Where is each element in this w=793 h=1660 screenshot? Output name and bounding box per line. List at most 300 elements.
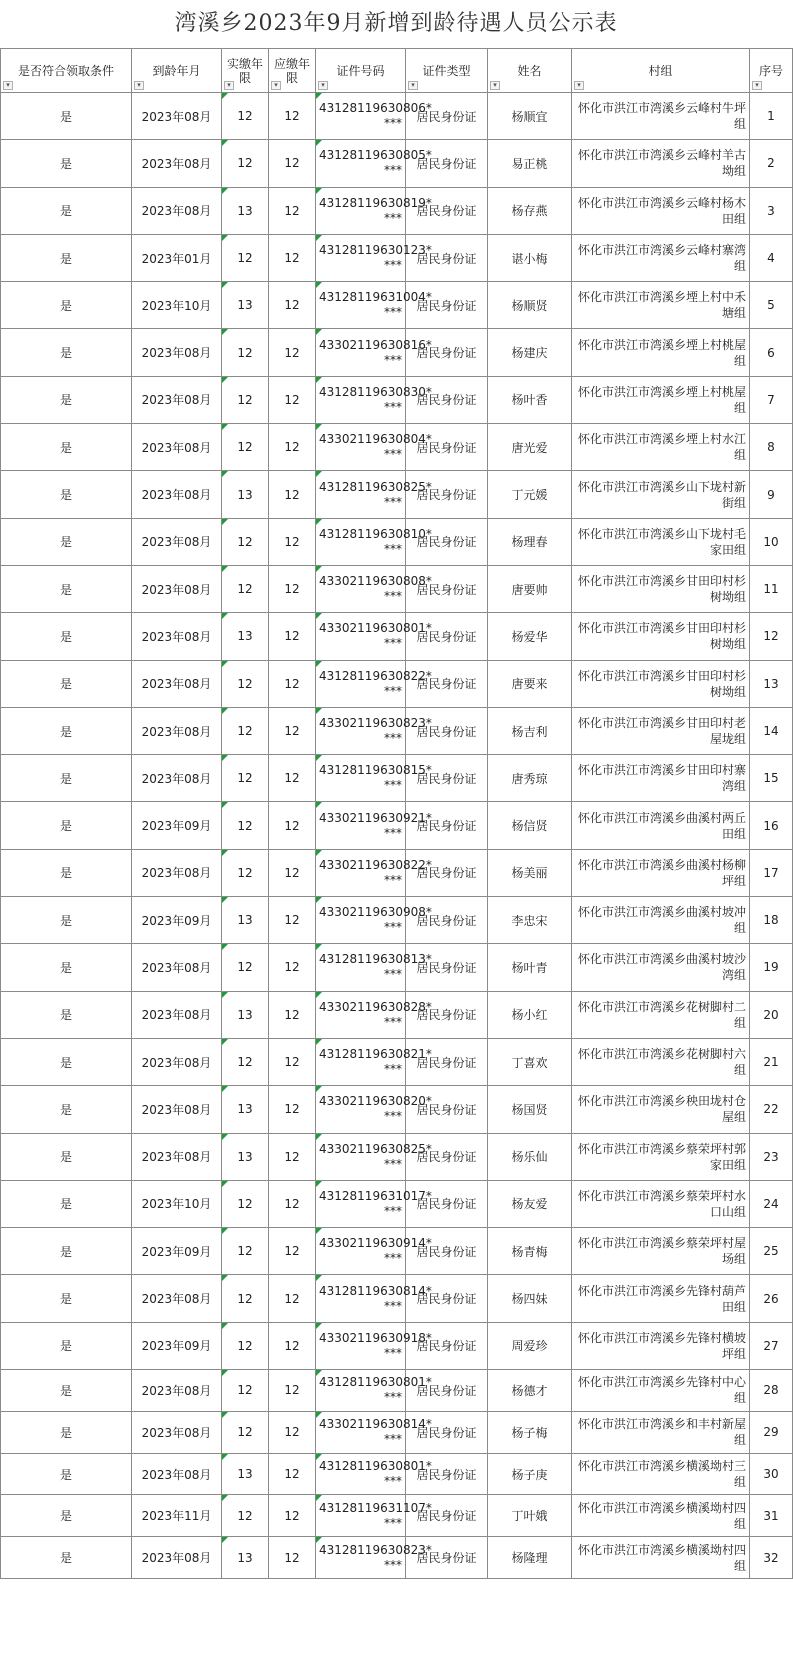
cell-text: 43128119630810* *** <box>319 526 432 556</box>
cell-text: 12 <box>284 1102 300 1117</box>
cell-text: 怀化市洪江市湾溪乡曲溪村杨柳坪组 <box>577 857 746 888</box>
cell-text: 杨子庚 <box>511 1467 548 1482</box>
cell-text: 居民身份证 <box>416 1197 477 1212</box>
eligible-cell <box>1 944 132 991</box>
seq-cell <box>750 1086 793 1133</box>
seq-cell <box>750 802 793 849</box>
cell-text: 是 <box>59 1425 72 1440</box>
table-row <box>1 471 793 518</box>
id-type-cell <box>406 424 488 471</box>
table-row <box>1 1133 793 1180</box>
cell-marker-icon <box>316 992 322 998</box>
seq-cell <box>750 187 793 234</box>
village-group-cell <box>572 424 750 471</box>
cell-marker-icon <box>222 1454 228 1460</box>
cell-text: 是 <box>59 488 72 503</box>
cell-text: 13 <box>237 1467 253 1481</box>
cell-text: 怀化市洪江市湾溪乡云峰村寨湾组 <box>577 243 746 274</box>
filter-dropdown-icon[interactable]: ▾ <box>490 81 500 90</box>
eligible-cell <box>1 1086 132 1133</box>
years-paid-cell <box>222 1411 269 1453</box>
age-month-cell <box>132 755 222 802</box>
cell-text: 2 <box>767 156 775 171</box>
seq-cell <box>750 424 793 471</box>
id-type-cell <box>406 991 488 1038</box>
cell-text: 43128119630823* *** <box>319 1542 432 1572</box>
cell-text: 是 <box>59 629 72 644</box>
cell-marker-icon <box>316 1323 322 1329</box>
cell-text: 是 <box>59 819 72 834</box>
cell-text: 唐光爱 <box>511 440 548 455</box>
cell-text: 18 <box>763 913 779 928</box>
years-paid-cell <box>222 991 269 1038</box>
cell-marker-icon <box>316 471 322 477</box>
cell-text: 怀化市洪江市湾溪乡堙上村中禾塘组 <box>577 290 746 321</box>
cell-text: 43128119630821* *** <box>319 1047 432 1077</box>
filter-dropdown-icon[interactable]: ▾ <box>224 81 234 90</box>
cell-text: 是 <box>59 1008 72 1023</box>
years-due-cell <box>269 140 316 187</box>
years-paid-cell <box>222 565 269 612</box>
age-month-cell <box>132 1275 222 1322</box>
filter-dropdown-icon[interactable]: ▾ <box>574 81 584 90</box>
cell-text: 2023年08月 <box>141 204 212 219</box>
header-label: 姓名 <box>517 63 542 78</box>
cell-text: 12 <box>284 440 300 455</box>
name-cell <box>488 234 572 281</box>
cell-text: 丁喜欢 <box>511 1055 548 1070</box>
cell-marker-icon <box>222 1039 228 1045</box>
cell-text: 居民身份证 <box>416 346 477 361</box>
id-type-cell <box>406 1038 488 1085</box>
cell-text: 2023年08月 <box>141 724 212 739</box>
cell-text: 2023年08月 <box>141 1055 212 1070</box>
cell-text: 怀化市洪江市湾溪乡花树脚村二组 <box>577 999 746 1030</box>
cell-marker-icon <box>222 1495 228 1501</box>
cell-marker-icon <box>316 661 322 667</box>
age-month-cell <box>132 991 222 1038</box>
cell-text: 12 <box>284 345 300 360</box>
filter-dropdown-icon[interactable]: ▾ <box>752 81 762 90</box>
name-cell <box>488 755 572 802</box>
cell-text: 12 <box>237 156 253 171</box>
header-label: 应缴年限 <box>273 56 310 85</box>
seq-cell <box>750 518 793 565</box>
eligible-cell <box>1 471 132 518</box>
cell-text: 是 <box>59 204 72 219</box>
cell-text: 怀化市洪江市湾溪乡和丰村新屋组 <box>577 1417 746 1448</box>
years-paid-cell <box>222 282 269 329</box>
cell-marker-icon <box>222 519 228 525</box>
cell-text: 是 <box>59 1244 72 1259</box>
seq-cell <box>750 93 793 140</box>
cell-marker-icon <box>316 944 322 950</box>
name-cell <box>488 1180 572 1227</box>
age-month-cell <box>132 1038 222 1085</box>
cell-text: 怀化市洪江市湾溪乡云峰村杨木田组 <box>577 195 746 226</box>
table-row <box>1 1180 793 1227</box>
cell-text: 怀化市洪江市湾溪乡蔡荣坪村水口山组 <box>577 1188 746 1219</box>
eligible-cell <box>1 565 132 612</box>
table-row <box>1 1228 793 1275</box>
cell-text: 是 <box>59 440 72 455</box>
seq-cell <box>750 755 793 802</box>
cell-marker-icon <box>222 188 228 194</box>
years-paid-cell <box>222 1038 269 1085</box>
cell-text: 怀化市洪江市湾溪乡堙上村水江组 <box>577 432 746 463</box>
years-due-cell <box>269 234 316 281</box>
village-group-cell <box>572 1133 750 1180</box>
cell-text: 12 <box>237 960 253 975</box>
village-group-cell <box>572 93 750 140</box>
cell-text: 怀化市洪江市湾溪乡山下垅村毛家田组 <box>577 526 746 557</box>
cell-marker-icon <box>316 1537 322 1543</box>
cell-text: 12 <box>284 203 300 218</box>
seq-cell <box>750 282 793 329</box>
cell-text: 12 <box>237 1338 253 1353</box>
cell-text: 杨子梅 <box>511 1425 548 1440</box>
years-due-cell <box>269 471 316 518</box>
village-group-cell <box>572 991 750 1038</box>
table-row <box>1 1086 793 1133</box>
cell-text: 12 <box>237 865 253 880</box>
cell-marker-icon <box>222 850 228 856</box>
header-label: 序号 <box>758 63 783 78</box>
seq-cell <box>750 1038 793 1085</box>
cell-text: 居民身份证 <box>416 251 477 266</box>
cell-text: 是 <box>59 1467 72 1482</box>
cell-text: 杨信贤 <box>511 819 548 834</box>
village-group-cell <box>572 613 750 660</box>
header-label: 到龄年月 <box>152 63 201 78</box>
id-number-cell <box>316 1322 432 1369</box>
id-number-cell <box>316 140 432 187</box>
cell-text: 43302119630828* *** <box>319 999 432 1029</box>
village-group-cell <box>572 518 750 565</box>
id-type-cell <box>406 660 488 707</box>
cell-text: 12 <box>237 1055 253 1070</box>
cell-marker-icon <box>222 708 228 714</box>
cell-text: 2023年10月 <box>141 1197 212 1212</box>
cell-text: 43128119630814* *** <box>319 1283 432 1313</box>
seq-cell <box>750 1275 793 1322</box>
id-type-cell <box>406 471 488 518</box>
eligible-cell <box>1 1322 132 1369</box>
name-cell <box>488 897 572 944</box>
years-paid-cell <box>222 424 269 471</box>
village-group-cell <box>572 1537 750 1579</box>
cell-text: 43128119630822* *** <box>319 668 432 698</box>
cell-text: 唐秀琼 <box>511 771 548 786</box>
cell-text: 28 <box>763 1383 779 1398</box>
cell-text: 2023年08月 <box>141 488 212 503</box>
cell-text: 杨乐仙 <box>511 1150 548 1165</box>
filter-dropdown-icon[interactable]: ▾ <box>408 81 418 90</box>
eligible-cell <box>1 1453 132 1495</box>
page-title: 湾溪乡2023年9月新增到龄待遇人员公示表 <box>174 11 618 36</box>
village-group-cell <box>572 187 750 234</box>
years-paid-cell <box>222 707 269 754</box>
eligible-cell <box>1 234 132 281</box>
cell-marker-icon <box>222 1228 228 1234</box>
age-month-cell <box>132 376 222 423</box>
cell-text: 杨小红 <box>511 1008 548 1023</box>
cell-text: 是 <box>59 866 72 881</box>
table-row <box>1 329 793 376</box>
seq-cell <box>750 1228 793 1275</box>
seq-cell <box>750 849 793 896</box>
name-cell <box>488 1370 572 1412</box>
cell-text: 2023年08月 <box>141 1292 212 1307</box>
cell-marker-icon <box>316 708 322 714</box>
cell-text: 43302119630823* *** <box>319 716 432 745</box>
cell-marker-icon <box>222 1370 228 1376</box>
seq-cell <box>750 1133 793 1180</box>
eligible-cell <box>1 1180 132 1227</box>
cell-text: 杨吉利 <box>511 724 548 739</box>
eligible-cell <box>1 1495 132 1537</box>
cell-text: 是 <box>59 771 72 786</box>
seq-cell <box>750 140 793 187</box>
cell-text: 12 <box>237 109 253 124</box>
cell-text: 2023年08月 <box>141 156 212 171</box>
seq-cell <box>750 1453 793 1495</box>
cell-marker-icon <box>316 235 322 241</box>
village-group-cell <box>572 944 750 991</box>
id-type-cell <box>406 755 488 802</box>
eligible-cell <box>1 1411 132 1453</box>
cell-text: 23 <box>763 1149 779 1164</box>
header-age-month <box>132 49 222 93</box>
village-group-cell <box>572 565 750 612</box>
cell-text: 2023年08月 <box>141 440 212 455</box>
cell-text: 怀化市洪江市湾溪乡甘田印村杉树坳组 <box>577 574 746 605</box>
cell-marker-icon <box>222 566 228 572</box>
cell-marker-icon <box>222 235 228 241</box>
cell-text: 12 <box>284 487 300 502</box>
age-month-cell <box>132 1086 222 1133</box>
cell-text: 12 <box>284 1055 300 1070</box>
years-due-cell <box>269 282 316 329</box>
name-cell <box>488 187 572 234</box>
cell-text: 12 <box>284 913 300 928</box>
cell-marker-icon <box>222 329 228 335</box>
cell-text: 唐要帅 <box>511 582 548 597</box>
cell-marker-icon <box>316 1454 322 1460</box>
age-month-cell <box>132 93 222 140</box>
cell-marker-icon <box>316 1228 322 1234</box>
village-group-cell <box>572 1370 750 1412</box>
cell-text: 杨国贤 <box>511 1102 548 1117</box>
header-name <box>488 49 572 93</box>
cell-marker-icon <box>316 1275 322 1281</box>
cell-text: 怀化市洪江市湾溪乡堙上村桃屋组 <box>577 337 746 368</box>
cell-text: 杨叶青 <box>511 960 548 975</box>
eligible-cell <box>1 991 132 1038</box>
cell-text: 12 <box>284 156 300 171</box>
cell-text: 是 <box>59 1383 72 1398</box>
id-number-cell <box>316 329 432 376</box>
cell-text: 13 <box>237 298 253 313</box>
eligible-cell <box>1 376 132 423</box>
cell-text: 31 <box>763 1508 779 1523</box>
cell-text: 12 <box>284 109 300 124</box>
cell-text: 5 <box>767 298 775 313</box>
id-type-cell <box>406 565 488 612</box>
village-group-cell <box>572 707 750 754</box>
cell-text: 24 <box>763 1196 779 1211</box>
cell-text: 12 <box>237 582 253 597</box>
id-number-cell <box>316 1411 432 1453</box>
table-row <box>1 991 793 1038</box>
name-cell <box>488 471 572 518</box>
cell-marker-icon <box>316 1370 322 1376</box>
eligible-cell <box>1 897 132 944</box>
seq-cell <box>750 707 793 754</box>
cell-text: 居民身份证 <box>416 913 477 928</box>
filter-dropdown-icon[interactable]: ▾ <box>134 81 144 90</box>
cell-text: 怀化市洪江市湾溪乡先锋村葫芦田组 <box>577 1283 746 1314</box>
cell-text: 居民身份证 <box>416 1467 477 1482</box>
years-due-cell <box>269 1495 316 1537</box>
cell-text: 怀化市洪江市湾溪乡横溪坳村四组 <box>577 1542 746 1573</box>
cell-text: 43128119630806* *** <box>319 101 432 131</box>
cell-text: 43302119630804* *** <box>319 432 432 462</box>
age-month-cell <box>132 565 222 612</box>
cell-text: 居民身份证 <box>416 1509 477 1524</box>
cell-text: 2023年08月 <box>141 393 212 408</box>
cell-marker-icon <box>222 992 228 998</box>
table-row <box>1 944 793 991</box>
cell-text: 居民身份证 <box>416 204 477 219</box>
cell-text: 怀化市洪江市湾溪乡蔡荣坪村郭家田组 <box>577 1141 746 1172</box>
cell-text: 12 <box>284 1383 300 1398</box>
seq-cell <box>750 1322 793 1369</box>
cell-text: 居民身份证 <box>416 1055 477 1070</box>
village-group-cell <box>572 1495 750 1537</box>
cell-text: 2023年08月 <box>141 866 212 881</box>
seq-cell <box>750 897 793 944</box>
name-cell <box>488 1038 572 1085</box>
eligible-cell <box>1 660 132 707</box>
cell-text: 是 <box>59 1551 72 1566</box>
cell-text: 是 <box>59 1292 72 1307</box>
table-row <box>1 424 793 471</box>
eligible-cell <box>1 849 132 896</box>
cell-text: 2023年09月 <box>141 1339 212 1354</box>
cell-text: 2023年08月 <box>141 960 212 975</box>
years-paid-cell <box>222 944 269 991</box>
cell-text: 8 <box>767 440 775 455</box>
cell-marker-icon <box>316 329 322 335</box>
filter-dropdown-icon[interactable]: ▾ <box>271 81 281 90</box>
seq-cell <box>750 944 793 991</box>
cell-text: 杨顺宜 <box>511 109 548 124</box>
filter-dropdown-icon[interactable]: ▾ <box>318 81 328 90</box>
cell-text: 是 <box>59 1197 72 1212</box>
cell-text: 13 <box>237 1149 253 1164</box>
years-paid-cell <box>222 849 269 896</box>
cell-text: 是 <box>59 109 72 124</box>
cell-text: 居民身份证 <box>416 156 477 171</box>
cell-text: 43302119630908* *** <box>319 905 432 935</box>
cell-marker-icon <box>222 282 228 288</box>
cell-marker-icon <box>316 188 322 194</box>
records-table <box>0 48 793 1579</box>
filter-dropdown-icon[interactable]: ▾ <box>3 81 13 90</box>
years-due-cell <box>269 755 316 802</box>
cell-text: 12 <box>237 676 253 691</box>
age-month-cell <box>132 613 222 660</box>
id-number-cell <box>316 755 432 802</box>
cell-text: 43128119630805* *** <box>319 148 432 178</box>
years-due-cell <box>269 1133 316 1180</box>
cell-text: 10 <box>763 534 779 549</box>
cell-text: 怀化市洪江市湾溪乡甘田印村老屋垅组 <box>577 716 746 746</box>
cell-text: 2023年08月 <box>141 629 212 644</box>
cell-text: 易正桃 <box>511 156 548 171</box>
id-type-cell <box>406 707 488 754</box>
years-paid-cell <box>222 897 269 944</box>
cell-marker-icon <box>316 755 322 761</box>
cell-text: 2023年08月 <box>141 109 212 124</box>
cell-marker-icon <box>316 93 322 99</box>
cell-text: 43128119630123* *** <box>319 243 432 273</box>
cell-text: 12 <box>237 1383 253 1398</box>
id-type-cell <box>406 802 488 849</box>
eligible-cell <box>1 329 132 376</box>
cell-marker-icon <box>222 93 228 99</box>
cell-text: 13 <box>237 1102 253 1117</box>
age-month-cell <box>132 1322 222 1369</box>
village-group-cell <box>572 471 750 518</box>
cell-text: 43302119630816* *** <box>319 337 432 367</box>
age-month-cell <box>132 897 222 944</box>
cell-text: 杨建庆 <box>511 346 548 361</box>
id-number-cell <box>316 471 432 518</box>
years-paid-cell <box>222 1453 269 1495</box>
cell-text: 2023年10月 <box>141 298 212 313</box>
cell-text: 12 <box>284 1338 300 1353</box>
header-row <box>1 49 793 93</box>
table-row <box>1 613 793 660</box>
cell-text: 2023年11月 <box>141 1509 212 1524</box>
cell-text: 杨隆理 <box>511 1551 548 1566</box>
id-number-cell <box>316 187 432 234</box>
years-due-cell <box>269 1275 316 1322</box>
name-cell <box>488 849 572 896</box>
id-number-cell <box>316 1133 432 1180</box>
name-cell <box>488 1537 572 1579</box>
cell-text: 怀化市洪江市湾溪乡横溪坳村四组 <box>577 1500 746 1531</box>
age-month-cell <box>132 471 222 518</box>
cell-text: 杨存燕 <box>511 204 548 219</box>
cell-marker-icon <box>222 1086 228 1092</box>
id-type-cell <box>406 187 488 234</box>
id-number-cell <box>316 849 432 896</box>
name-cell <box>488 376 572 423</box>
cell-text: 12 <box>237 1196 253 1211</box>
eligible-cell <box>1 1370 132 1412</box>
years-due-cell <box>269 944 316 991</box>
id-number-cell <box>316 707 432 754</box>
seq-cell <box>750 565 793 612</box>
years-due-cell <box>269 187 316 234</box>
id-type-cell <box>406 329 488 376</box>
age-month-cell <box>132 1453 222 1495</box>
eligible-cell <box>1 140 132 187</box>
cell-text: 12 <box>284 1508 300 1523</box>
